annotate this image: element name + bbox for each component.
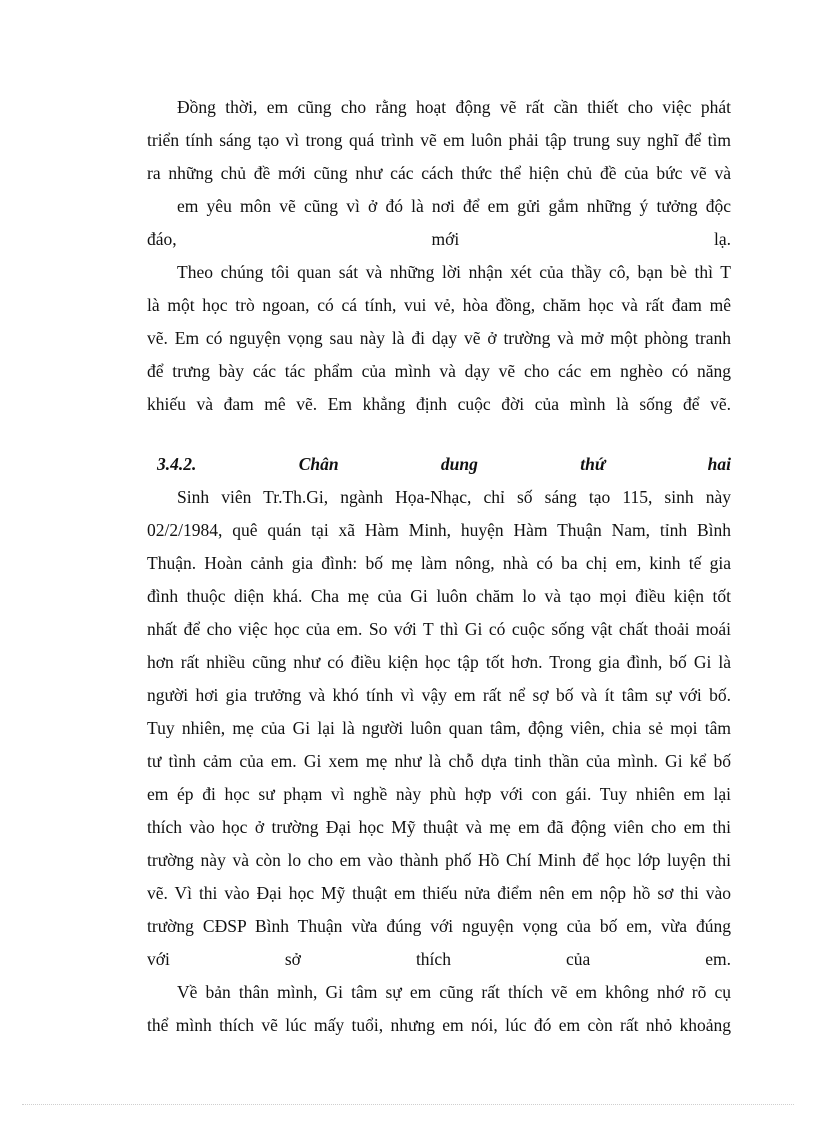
paragraph-1-line-1: Đồng thời, em cũng cho rằng hoạt động vẽ rất cần thiết cho việc phát	[177, 97, 731, 117]
paragraph-3-line-7: người hơi gia trưởng và khó tính vì vậy em rất nể sợ bố và ít tâm sự với bố.	[147, 685, 731, 705]
paragraph-3-line-3: Thuận. Hoàn cảnh gia đình: bố mẹ làm nông, nhà có ba chị em, kinh tế gia	[147, 553, 731, 573]
paragraph-3-line-12: trường này và còn lo cho em vào thành phố Hồ Chí Minh để học lớp luyện thi	[147, 850, 731, 870]
paragraph-2-line-3: vẽ. Em có nguyện vọng sau này là đi dạy vẽ ở trường và mở một phòng tranh	[147, 328, 731, 348]
paragraph-3-line-14: trường CĐSP Bình Thuận vừa đúng với nguyện vọng của bố em, vừa đúng	[147, 916, 731, 936]
paragraph-4-line-1: Về bản thân mình, Gi tâm sự em cũng rất thích vẽ em không nhớ rõ cụ	[177, 982, 731, 1002]
paragraph-3-line-10: em ép đi học sư phạm vì nghề này phù hợp với con gái. Tuy nhiên em lại	[147, 784, 731, 804]
page-bottom-divider	[22, 1104, 794, 1105]
paragraph-3-line-5: nhất để cho việc học của em. So với T thì Gi có cuộc sống vật chất thoải moái	[147, 619, 731, 639]
paragraph-1-line-4: em yêu môn vẽ cũng vì ở đó là nơi để em gửi gắm những ý tưởng độc	[177, 196, 731, 216]
paragraph-3-line-8: Tuy nhiên, mẹ của Gi lại là người luôn quan tâm, động viên, chia sẻ mọi tâm	[147, 718, 731, 738]
section-heading: 3.4.2. Chân dung thứ hai	[157, 454, 731, 474]
paragraph-1-line-5: đáo, mới lạ.	[147, 229, 731, 249]
paragraph-3-line-4: đình thuộc diện khá. Cha mẹ của Gi luôn chăm lo và tạo mọi điều kiện tốt	[147, 586, 731, 606]
paragraph-3-line-11: thích vào học ở trường Đại học Mỹ thuật và mẹ em đã động viên cho em thi	[147, 817, 731, 837]
paragraph-3-line-13: vẽ. Vì thi vào Đại học Mỹ thuật em thiếu nửa điểm nên em nộp hồ sơ thi vào	[147, 883, 731, 903]
paragraph-4-line-2: thể mình thích vẽ lúc mấy tuổi, nhưng em nói, lúc đó em còn rất nhỏ khoảng	[147, 1015, 731, 1035]
paragraph-3-line-6: hơn rất nhiều cũng như có điều kiện học tập tốt hơn. Trong gia đình, bố Gi là	[147, 652, 731, 672]
paragraph-3-line-2: 02/2/1984, quê quán tại xã Hàm Minh, huyện Hàm Thuận Nam, tỉnh Bình	[147, 520, 731, 540]
paragraph-3-line-1: Sinh viên Tr.Th.Gi, ngành Họa-Nhạc, chỉ số sáng tạo 115, sinh này	[177, 487, 731, 507]
paragraph-1-line-3: ra những chủ đề mới cũng như các cách thức thể hiện chủ đề của bức vẽ và	[147, 163, 731, 183]
paragraph-2-line-1: Theo chúng tôi quan sát và những lời nhận xét của thầy cô, bạn bè thì T	[177, 262, 731, 282]
paragraph-1-line-2: triển tính sáng tạo vì trong quá trình vẽ em luôn phải tập trung suy nghĩ để tìm	[147, 130, 731, 150]
paragraph-3-line-15: với sở thích của em.	[147, 949, 731, 969]
paragraph-2-line-2: là một học trò ngoan, có cá tính, vui vẻ, hòa đồng, chăm học và rất đam mê	[147, 295, 731, 315]
paragraph-2-line-5: khiếu và đam mê vẽ. Em khẳng định cuộc đời của mình là sống để vẽ.	[147, 394, 731, 414]
paragraph-3-line-9: tư tình cảm của em. Gi xem mẹ như là chỗ dựa tinh thần của mình. Gi kể bố	[147, 751, 731, 771]
paragraph-2-line-4: để trưng bày các tác phẩm của mình và dạy vẽ cho các em nghèo có năng	[147, 361, 731, 381]
